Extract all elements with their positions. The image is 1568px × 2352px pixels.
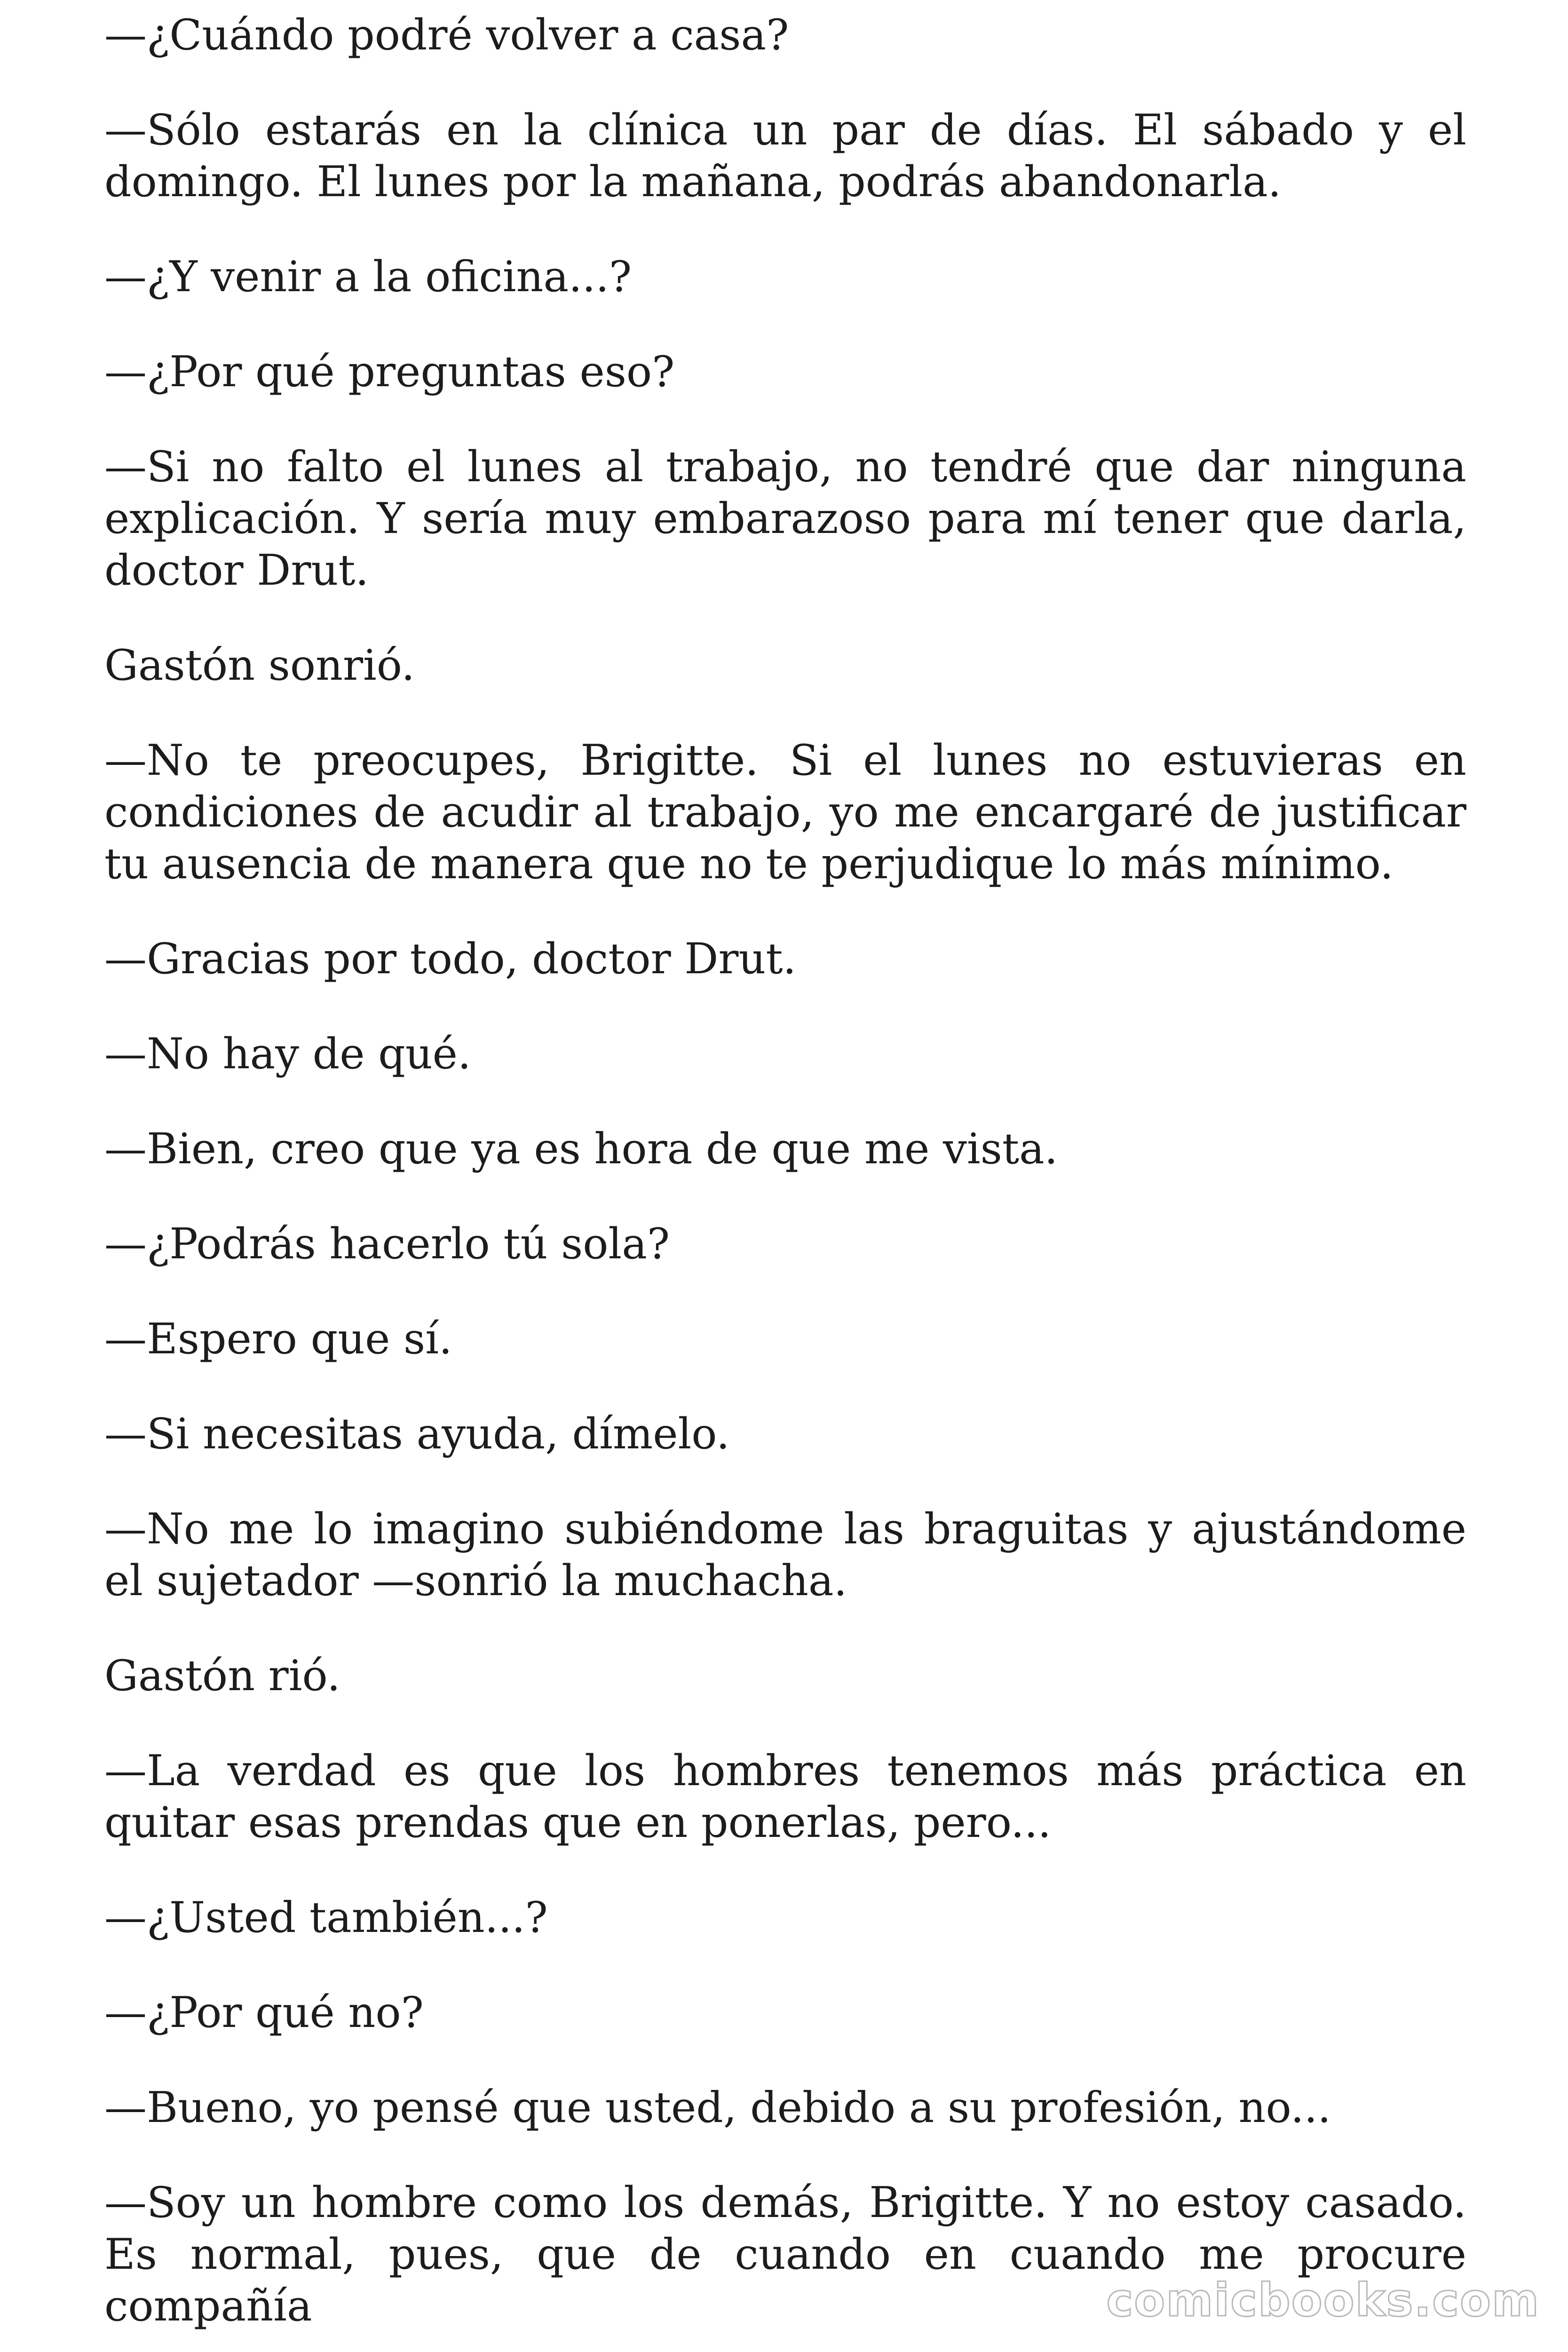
- paragraph: —¿Por qué preguntas eso?: [104, 347, 675, 397]
- paragraph: —Bien, creo que ya es hora de que me vista.: [104, 1124, 1058, 1174]
- paragraph: —La verdad es que los hombres tenemos más práctica en quitar esas prendas que en ponerlas, pero...: [104, 1746, 1466, 1847]
- paragraph: —Bueno, yo pensé que usted, debido a su profesión, no...: [104, 2083, 1331, 2132]
- paragraph: Gastón rió.: [104, 1651, 341, 1700]
- paragraph: —Soy un hombre como los demás, Brigitte. Y no estoy casado. Es normal, pues, que de cuando en cuando me procure compañía: [104, 2178, 1466, 2331]
- paragraph: —Gracias por todo, doctor Drut.: [104, 934, 797, 984]
- paragraph: —Sólo estarás en la clínica un par de días. El sábado y el domingo. El lunes por la mañana, podrás abandonarla.: [104, 105, 1466, 207]
- paragraph: —Si necesitas ayuda, dímelo.: [104, 1409, 730, 1459]
- paragraph: Gastón sonrió.: [104, 641, 415, 690]
- paragraph: —¿Cuándo podré volver a casa?: [104, 10, 789, 60]
- watermark: comicbooks.com: [1106, 2274, 1540, 2327]
- paragraph: —Espero que sí.: [104, 1314, 452, 1364]
- paragraph: —No hay de qué.: [104, 1029, 471, 1079]
- paragraph: —Si no falto el lunes al trabajo, no tendré que dar ninguna explicación. Y sería muy embarazoso para mí tener que darla, doctor Drut.: [104, 442, 1466, 595]
- paragraph: —¿Por qué no?: [104, 1988, 424, 2037]
- paragraph: —¿Usted también...?: [104, 1893, 548, 1942]
- paragraph: —No me lo imagino subiéndome las braguitas y ajustándome el sujetador —sonrió la muchacha.: [104, 1504, 1466, 1605]
- paragraph: —¿Y venir a la oficina...?: [104, 252, 632, 302]
- paragraph: —¿Podrás hacerlo tú sola?: [104, 1219, 670, 1269]
- paragraph: —No te preocupes, Brigitte. Si el lunes no estuvieras en condiciones de acudir al trabajo, yo me encargaré de justificar tu ausencia de manera que no te perjudique lo más mínimo.: [104, 736, 1466, 889]
